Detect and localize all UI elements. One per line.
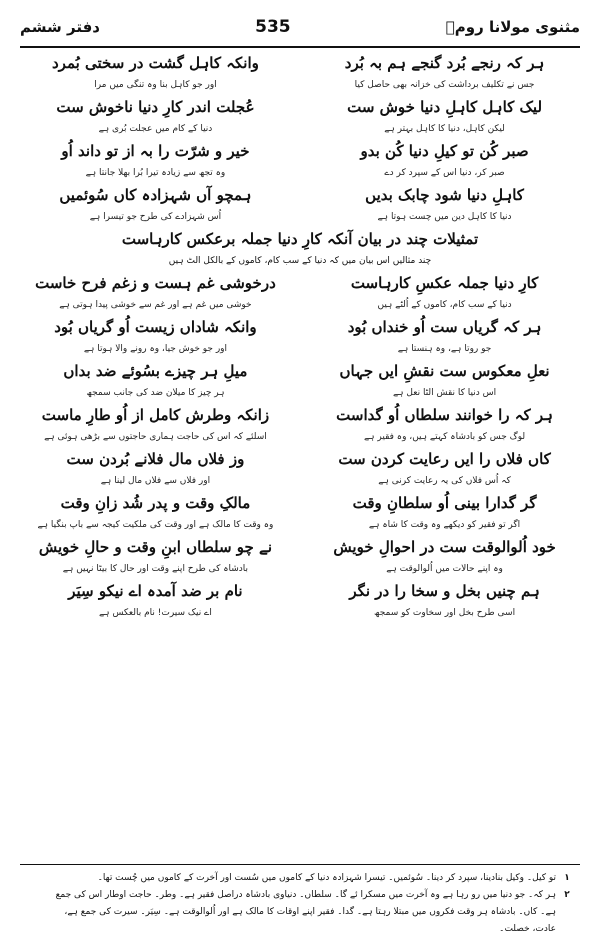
verse-line <box>22 186 578 212</box>
volume-title: دفتر ششم <box>20 18 100 36</box>
translation-left-hemistich: وہ وقت کا مالک ہے اور وقت کی ملکیت کیجہ سے باپ بنگیا ہے <box>37 520 274 530</box>
verse-line <box>22 538 578 564</box>
footnote-line <box>22 921 578 938</box>
translation-line <box>22 520 578 538</box>
translation-right-hemistich: وہ اپنے حالات میں اُلوالوقت ہے <box>386 564 503 574</box>
verse-line <box>22 142 578 168</box>
translation-right-hemistich: دنیا کا کاہل دین میں چست ہوتا ہے <box>377 212 512 222</box>
verse-left-hemistich: وانکہ شاداں زیست اُو گریاں بُود <box>54 318 257 336</box>
verse-left-hemistich: نام بر ضد آمدہ اے نیکو سِیَر <box>68 582 243 600</box>
translation-line <box>22 300 578 318</box>
verse-right-hemistich: کاں فلاں را ایں رعایت کردن ست <box>338 450 551 468</box>
footnote-text: عادت، خصلت۔ <box>499 924 556 934</box>
translation-left-hemistich: بادشاہ کی طرح اپنے وقت اور حال کا بیٹا نہیں ہے <box>62 564 249 574</box>
translation-left-hemistich: اور فلاں سے فلاں مال لینا ہے <box>100 476 211 486</box>
translation-left-hemistich: خوشی میں غم ہے اور غم سے خوشی پیدا ہوتی ہے <box>59 300 252 310</box>
translation-right-hemistich: اسی طرح بخل اور سخاوت کو سمجھ <box>374 608 516 618</box>
translation-right-hemistich: لیکن کاہل، دنیا کا کاہل بہتر ہے <box>384 124 505 134</box>
translation-line <box>22 564 578 582</box>
verse-right-hemistich: ہر کہ را خوانند سلطاں اُو گداست <box>336 406 553 424</box>
verse-left-hemistich: میلِ ہر چیزے بسُوئے ضد بداں <box>63 362 248 380</box>
verse-line <box>22 582 578 608</box>
verse-left-hemistich: زانکہ وطرش کامل از اُو طارِ ماست <box>41 406 270 424</box>
verse-line <box>22 494 578 520</box>
translation-line <box>22 168 578 186</box>
footnote-text: ہر کہ۔ جو دنیا میں رو رہا ہے وہ آخرت میں مسکرا ئے گا۔ سلطاں۔ دنیاوی بادشاہ دراصل فقیر ہے۔ وطر۔ حاجت اوطار اس کی جمع <box>55 890 556 900</box>
translation-line <box>22 344 578 362</box>
verse-line <box>22 274 578 300</box>
translation-left-hemistich: ہر چیز کا میلان ضد کی جانب سمجھ <box>86 388 225 398</box>
footnote-text: ہے۔ کاں۔ بادشاہ ہر وقت فکروں میں مبتلا رہتا ہے۔ گدا۔ فقیر اپنے اوقات کا مالک ہے اور اُلوالوقت ہے۔ سِیَر۔ سیرت کی جمع ہے، <box>64 907 556 917</box>
footnote-rule <box>20 864 580 865</box>
translation-line <box>22 80 578 98</box>
translation-right-hemistich: اس دنیا کا نقش الٹا نعل ہے <box>393 388 497 398</box>
section-subheading: چند مثالیں اس بیان میں کہ دنیا کے سب کام، کاموں کے بالکل الٹ ہیں <box>168 256 432 266</box>
verse-right-hemistich: گر گدارا بینی اُو سلطانِ وقت <box>352 494 537 512</box>
verse-right-hemistich: صبر کُن تو کیلِ دنیا کُن بدو <box>360 142 529 160</box>
poem-body <box>22 54 578 862</box>
translation-left-hemistich: اُس شہزادے کی طرح جو تیسرا ہے <box>89 212 222 222</box>
footnote-number: ۱ <box>564 873 570 883</box>
translation-left-hemistich: اسلئے کہ اس کی حاجت ہماری حاجتوں سے بڑھی ہوئی ہے <box>44 432 267 442</box>
translation-line <box>22 608 578 626</box>
verse-line <box>22 450 578 476</box>
verse-left-hemistich: عُجلت اندر کارِ دنیا ناخوش ست <box>56 98 255 116</box>
translation-right-hemistich: دنیا کے سب کام، کاموں کے اُلٹے ہیں <box>377 300 512 310</box>
translation-right-hemistich: لوگ جس کو بادشاہ کہتے ہیں، وہ فقیر ہے <box>364 432 526 442</box>
verse-right-hemistich: کاہلِ دنیا شود چابک بدیں <box>365 186 524 204</box>
verse-left-hemistich: مالکِ وقت و پدر شُد زانِ وقت <box>60 494 251 512</box>
verse-left-hemistich: خیر و شرّت را بہ از تو داند اُو <box>61 142 250 160</box>
header-rule <box>20 46 580 48</box>
verse-line <box>22 98 578 124</box>
footnote-text: تو کیل۔ وکیل بنادینا، سپرد کر دینا۔ سُوئمیں۔ تیسرا شہزادہ دنیا کے کاموں میں سُست اور آخرت کے کاموں میں چُست تھا۔ <box>97 873 556 883</box>
book-title: مثنوی مولانا رومؒ <box>445 18 580 36</box>
translation-right-hemistich: جو روتا ہے، وہ ہنستا ہے <box>397 344 492 354</box>
translation-line <box>22 432 578 450</box>
section-heading: تمثیلات چند در بیان آنکہ کارِ دنیا جملہ برعکس کارہاست <box>121 230 479 248</box>
verse-line <box>22 54 578 80</box>
footnote-line <box>22 887 578 904</box>
verse-left-hemistich: ہمچو آں شہزادہ کاں سُوئمیں <box>59 186 252 204</box>
verse-right-hemistich: ہر کہ گریاں ست اُو خنداں بُود <box>347 318 542 336</box>
translation-left-hemistich: اور جو کاہل بنا وہ تنگی میں مرا <box>94 80 217 90</box>
verse-right-hemistich: خود اُلوالوقت ست در احوالِ خویش <box>333 538 556 556</box>
translation-right-hemistich: جس نے تکلیف برداشت کی خزانہ بھی حاصل کیا <box>354 80 535 90</box>
verse-line <box>22 362 578 388</box>
translation-left-hemistich: اور جو خوش جیا، وہ رونے والا ہوتا ہے <box>83 344 228 354</box>
translation-line <box>22 124 578 142</box>
verse-right-hemistich: لیک کاہل کاہلِ دنیا خوش ست <box>347 98 543 116</box>
footnote-number: ۲ <box>564 890 570 900</box>
footnote-number <box>556 904 578 921</box>
verse-line <box>22 406 578 432</box>
verse-left-hemistich: وز فلاں مال فلانے بُردن ست <box>66 450 245 468</box>
verse-left-hemistich: وانکہ کاہل گشت در سختی بُمرد <box>51 54 259 72</box>
verse-right-hemistich: ہر کہ رنجے بُرد گنجے ہم بہ بُرد <box>344 54 545 72</box>
footnote-line <box>22 870 578 887</box>
translation-left-hemistich: دنیا کے کام میں عجلت بُری ہے <box>98 124 213 134</box>
translation-right-hemistich: صبر کر، دنیا اس کے سپرد کر دے <box>384 168 505 178</box>
verse-right-hemistich: نعلِ معکوس ست نقشِ ایں جہاں <box>339 362 550 380</box>
footnote-number <box>556 921 578 938</box>
translation-left-hemistich: وہ تجھ سے زیادہ تیرا بُرا بھلا جانتا ہے <box>85 168 226 178</box>
verse-right-hemistich: ہم چنیں بخل و سخا را در نگر <box>349 582 540 600</box>
translation-right-hemistich: اگر تو فقیر کو دیکھے وہ وقت کا شاہ ہے <box>368 520 521 530</box>
translation-line <box>22 212 578 230</box>
verse-left-hemistich: نے چو سلطاں ابنِ وقت و حالِ خویش <box>38 538 273 556</box>
page-number: 535 <box>255 17 291 37</box>
translation-line <box>22 476 578 494</box>
translation-right-hemistich: کہ اُس فلاں کی یہ رعایت کرنی ہے <box>378 476 511 486</box>
verse-left-hemistich: درخوشی غم ہست و زغم فرح خاست <box>35 274 276 292</box>
footnote-line <box>22 904 578 921</box>
translation-left-hemistich: اے نیک سیرت! نام بالعکس ہے <box>99 608 212 618</box>
footnotes <box>22 870 578 941</box>
page-header <box>20 10 580 44</box>
verse-line <box>22 318 578 344</box>
verse-right-hemistich: کارِ دنیا جملہ عکسِ کارہاست <box>350 274 539 292</box>
translation-line <box>22 388 578 406</box>
